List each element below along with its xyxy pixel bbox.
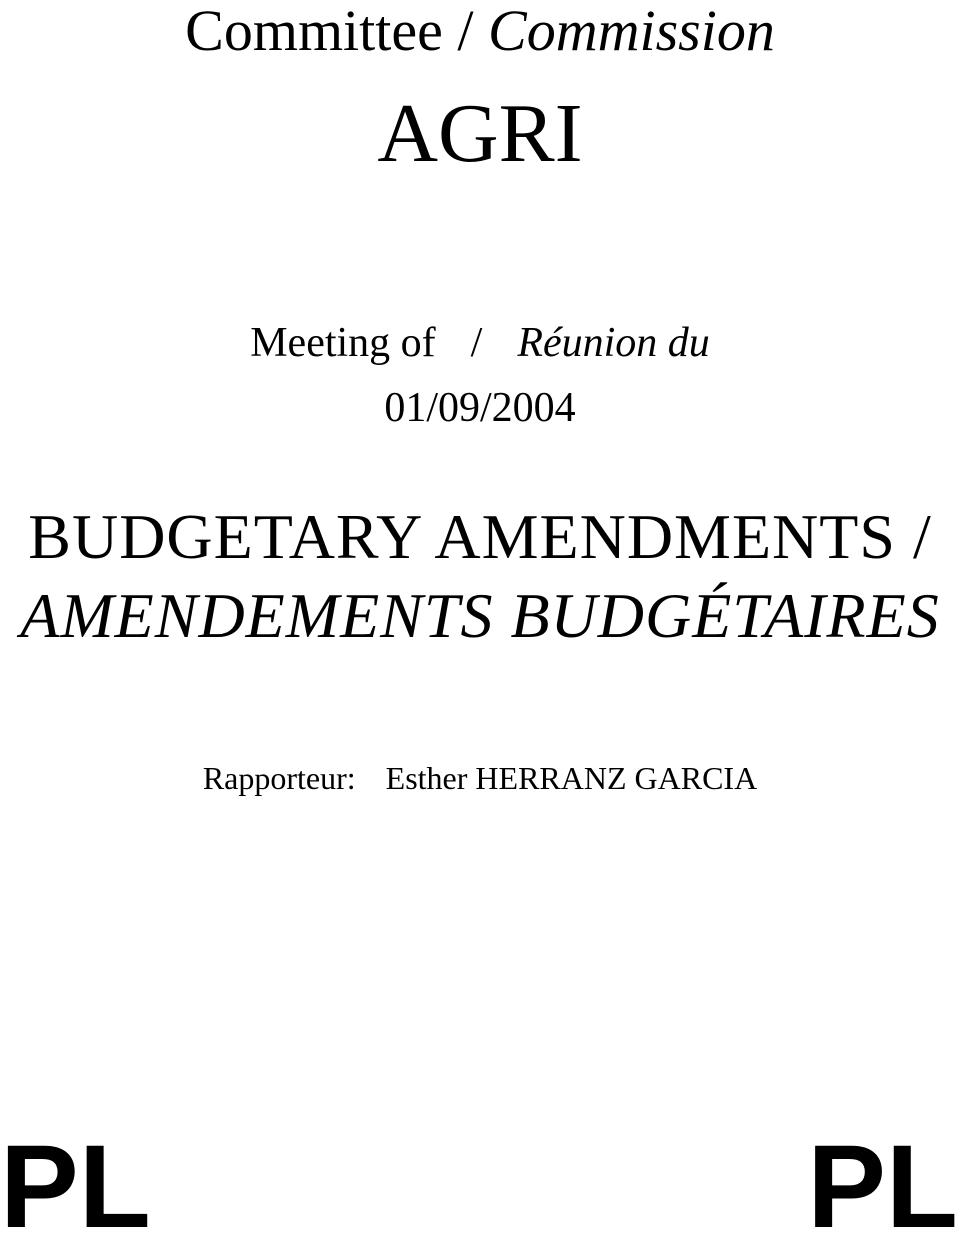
- rapporteur-label: Rapporteur:: [202, 760, 356, 796]
- committee-label-fr: Commission: [488, 0, 775, 63]
- meeting-label-en: Meeting of: [250, 320, 436, 366]
- meeting-separator: /: [470, 320, 483, 366]
- rapporteur-name: Esther HERRANZ GARCIA: [385, 760, 758, 796]
- committee-label-en: Committee: [185, 0, 443, 63]
- document-title-fr: AMENDEMENTS BUDGÉTAIRES: [20, 580, 940, 651]
- language-code-left: PL: [0, 1121, 151, 1253]
- meeting-heading: [0, 322, 960, 364]
- committee-heading: [0, 0, 960, 63]
- language-code-right: PL: [807, 1121, 958, 1253]
- committee-code: AGRI: [377, 87, 583, 180]
- meeting-label-fr: Réunion du: [517, 320, 710, 366]
- meeting-date: 01/09/2004: [384, 385, 576, 431]
- document-title-en: BUDGETARY AMENDMENTS /: [28, 501, 932, 572]
- rapporteur-line: [0, 762, 960, 794]
- committee-separator: /: [457, 0, 474, 63]
